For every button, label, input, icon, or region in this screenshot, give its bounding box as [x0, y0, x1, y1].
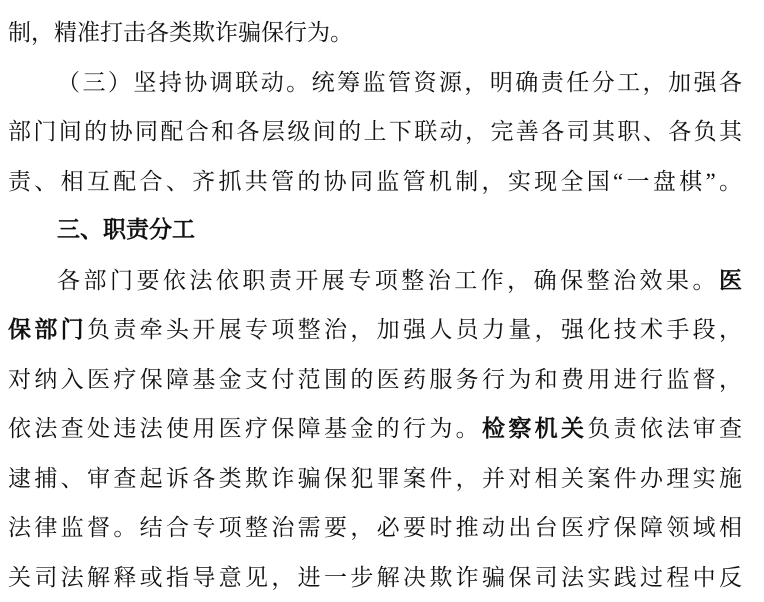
- duties-line-3-text: 对纳入医疗保障基金支付范围的医药服务行为和费用进行监督，: [8, 367, 742, 392]
- duties-line-3: [8, 355, 742, 405]
- duties-line-6-text: 法律监督。结合专项整治需要，必要时推动出台医疗保障领域相: [8, 515, 742, 540]
- duties-line-2: [8, 305, 742, 355]
- duties-line-5: [8, 454, 742, 504]
- duties-line-1: [8, 256, 742, 306]
- medical-insurance-dept-emphasis-start: 医: [719, 268, 742, 293]
- coordination-line-3: 责、相互配合、齐抓共管的协同监管机制，实现全国“一盘棋”。: [8, 157, 742, 207]
- duties-line-6: [8, 503, 742, 553]
- coordination-line-2: 部门间的协同配合和各层级间的上下联动，完善各司其职、各负其: [8, 107, 742, 157]
- duties-line-4-text-a: 依法查处违法使用医疗保障基金的行为。: [8, 416, 482, 441]
- duties-paragraph: [8, 256, 742, 602]
- duties-line-2-text: 负责牵头开展专项整治，加强人员力量，强化技术手段，: [87, 317, 742, 342]
- section-heading: 三、职责分工: [8, 206, 742, 256]
- coordination-line-1: （三）坚持协调联动。统筹监管资源，明确责任分工，加强各: [8, 58, 742, 108]
- coordination-paragraph: [8, 58, 742, 207]
- duties-line-7: [8, 553, 742, 602]
- medical-insurance-dept-emphasis-end: 保部门: [8, 317, 87, 342]
- duties-line-1-text: 各部门要依法依职责开展专项整治工作，确保整治效果。: [57, 268, 719, 293]
- duties-line-5-text: 逮捕、审查起诉各类欺诈骗保犯罪案件，并对相关案件办理实施: [8, 466, 742, 491]
- document-page: [8, 8, 742, 602]
- procuratorate-emphasis: 检察机关: [482, 416, 587, 441]
- duties-line-4: [8, 404, 742, 454]
- duties-line-4-text-b: 负责依法审查: [587, 416, 742, 441]
- paragraph-tail-line: 制，精准打击各类欺诈骗保行为。: [8, 8, 742, 58]
- duties-line-7-text: 关司法解释或指导意见，进一步解决欺诈骗保司法实践过程中反: [8, 565, 742, 590]
